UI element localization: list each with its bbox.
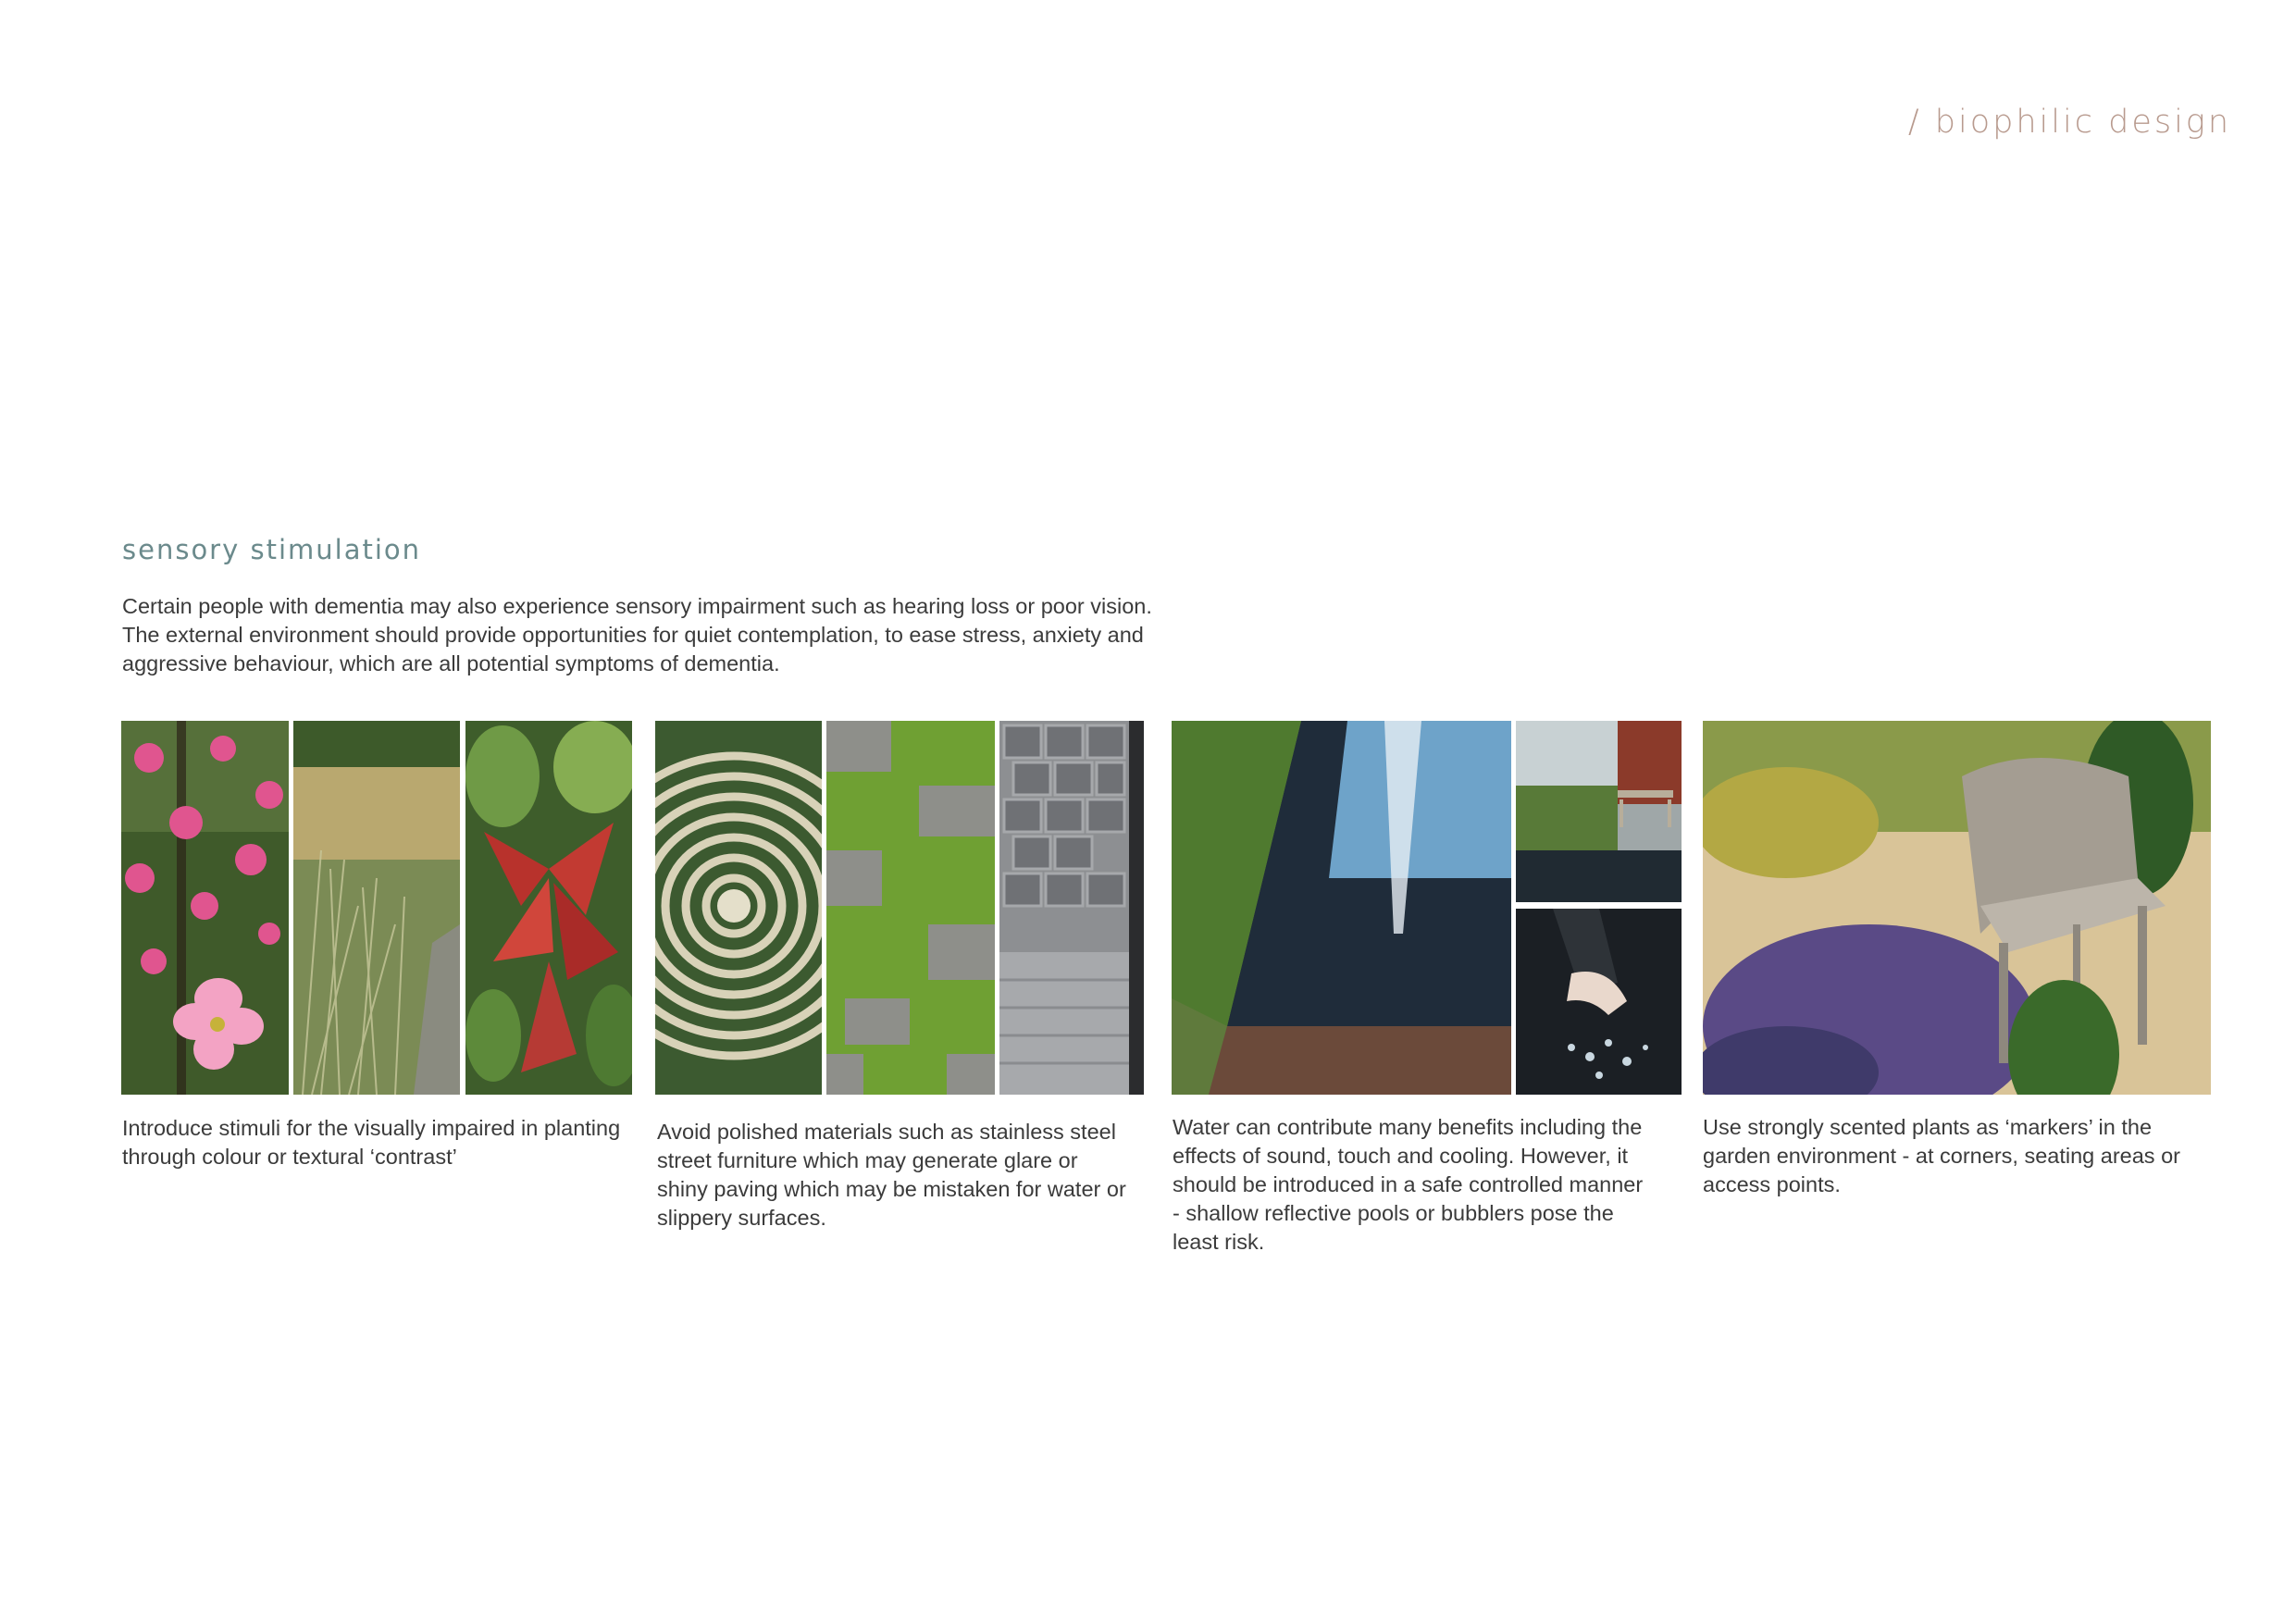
section-heading: sensory stimulation bbox=[122, 534, 422, 565]
caption-planting-contrast bbox=[122, 1114, 620, 1171]
photo-pink-dogwood-blossom bbox=[121, 721, 289, 1095]
photo-hand-in-bubbler bbox=[1516, 909, 1682, 1095]
caption-line: effects of sound, touch and cooling. However, it bbox=[1173, 1144, 1629, 1168]
photo-ornamental-grasses-path bbox=[293, 721, 460, 1095]
caption-paving-materials bbox=[657, 1118, 1126, 1233]
intro-line: The external environment should provide opportunities for quiet contemplation, to ease stress, anxiety and bbox=[122, 623, 1144, 647]
section-tag: / biophilic design bbox=[1907, 104, 2231, 141]
caption-line: slippery surfaces. bbox=[657, 1206, 826, 1230]
caption-line: shiny paving which may be mistaken for water or bbox=[657, 1177, 1126, 1201]
caption-line: - shallow reflective pools or bubblers pose the bbox=[1173, 1201, 1614, 1225]
caption-line: should be introduced in a safe controlled manner bbox=[1173, 1172, 1644, 1196]
caption-line: Avoid polished materials such as stainless steel bbox=[657, 1120, 1116, 1144]
caption-line: Introduce stimuli for the visually impaired in planting bbox=[122, 1116, 621, 1140]
caption-line: garden environment - at corners, seating areas or bbox=[1703, 1144, 2180, 1168]
photo-granite-setts-paving bbox=[999, 721, 1144, 1095]
photo-bench-by-pool bbox=[1516, 721, 1682, 902]
photo-stone-labyrinth-paving bbox=[655, 721, 822, 1095]
caption-line: street furniture which may generate glare or bbox=[657, 1148, 1078, 1172]
intro-line: aggressive behaviour, which are all potential symptoms of dementia. bbox=[122, 651, 780, 675]
photo-moss-chequer-paving bbox=[826, 721, 995, 1095]
photo-reflective-pool bbox=[1172, 721, 1511, 1095]
caption-line: least risk. bbox=[1173, 1230, 1265, 1254]
caption-line: Water can contribute many benefits including the bbox=[1173, 1115, 1643, 1139]
intro-paragraph bbox=[122, 592, 1279, 678]
caption-water-features bbox=[1173, 1113, 1643, 1257]
caption-line: access points. bbox=[1703, 1172, 1841, 1196]
photo-wooden-bench-lavender bbox=[1703, 721, 2211, 1095]
intro-line: Certain people with dementia may also experience sensory impairment such as hearing loss or poor vision. bbox=[122, 594, 1152, 618]
caption-scented-plants bbox=[1703, 1113, 2180, 1199]
caption-line: Use strongly scented plants as ‘markers’ in the bbox=[1703, 1115, 2153, 1139]
photo-red-green-foliage bbox=[465, 721, 632, 1095]
caption-line: through colour or textural ‘contrast’ bbox=[122, 1145, 457, 1169]
